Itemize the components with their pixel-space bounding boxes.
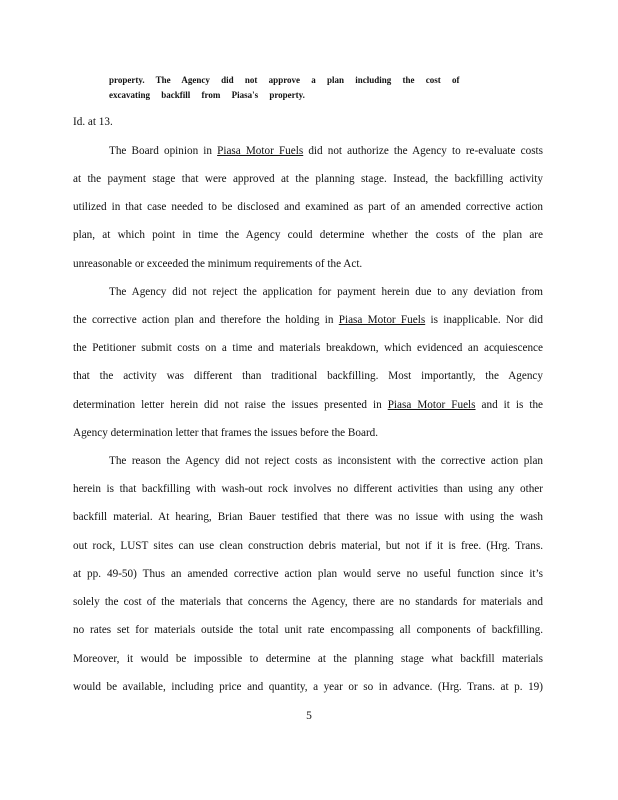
text-segment: did not authorize the Agency to re-evaluate costs: [303, 145, 544, 157]
para1-line-5: unreasonable or exceeded the minimum requirements of the Act.: [73, 258, 363, 270]
case-name: Piasa Motor Fuels: [387, 399, 476, 411]
para3-line-3: backfill material. At hearing, Brian Bauer testified that there was no issue with using the wash: [73, 511, 543, 523]
para2-line-6: Agency determination letter that frames the issues before the Board.: [73, 427, 379, 439]
para1-line-4: plan, at which point in time the Agency could determine whether the costs of the plan are: [73, 229, 543, 241]
text-segment: and it is the: [475, 399, 544, 411]
para3-line-2: herein is that backfilling with wash-out rock involves no different activities than using any other: [73, 483, 543, 495]
para3-line-4: out rock, LUST sites can use clean construction debris material, but not if it is free. (Hrg. Trans.: [73, 540, 543, 552]
para2-line-2: [73, 312, 543, 328]
case-name: Piasa Motor Fuels: [217, 145, 304, 157]
para1-line-2: at the payment stage that were approved at the planning stage. Instead, the backfilling activity: [73, 173, 543, 185]
para1-line-3: utilized in that case needed to be disclosed and examined as part of an amended corrective action: [73, 201, 543, 213]
para3-line-5: at pp. 49-50) Thus an amended corrective action plan would serve no useful function since it’s: [73, 568, 543, 580]
case-name: Piasa Motor Fuels: [338, 314, 426, 326]
text-segment: The Board opinion in: [109, 145, 218, 157]
para2-line-3: the Petitioner submit costs on a time and materials breakdown, which evidenced an acquiescence: [73, 342, 543, 354]
para3-line-6: solely the cost of the materials that concerns the Agency, there are no standards for materials and: [73, 596, 543, 608]
para3-line-9: would be available, including price and quantity, a year or so in advance. (Hrg. Trans. at p. 19): [73, 681, 543, 693]
text-segment: is inapplicable. Nor did: [425, 314, 544, 326]
para3-line-8: Moreover, it would be impossible to determine at the planning stage what backfill materials: [73, 653, 543, 665]
citation: Id. at 13.: [73, 116, 113, 128]
para2-line-1: The Agency did not reject the application for payment herein due to any deviation from: [109, 286, 543, 298]
block-quote-line-2: excavating backfill from Piasa's property.: [109, 90, 305, 100]
para3-line-7: no rates set for materials outside the total unit rate encompassing all components of backfilling.: [73, 624, 543, 636]
page-number: 5: [306, 710, 312, 722]
para1-line-1: [109, 143, 543, 159]
para2-line-4: that the activity was different than traditional backfilling. Most importantly, the Agency: [73, 370, 543, 382]
para2-line-5: [73, 397, 543, 413]
text-segment: the corrective action plan and therefore the holding in: [73, 314, 339, 326]
para3-line-1: The reason the Agency did not reject costs as inconsistent with the corrective action plan: [109, 455, 543, 467]
block-quote-line-1: property. The Agency did not approve a plan including the cost of: [109, 75, 460, 85]
text-segment: determination letter herein did not raise the issues presented in: [73, 399, 388, 411]
